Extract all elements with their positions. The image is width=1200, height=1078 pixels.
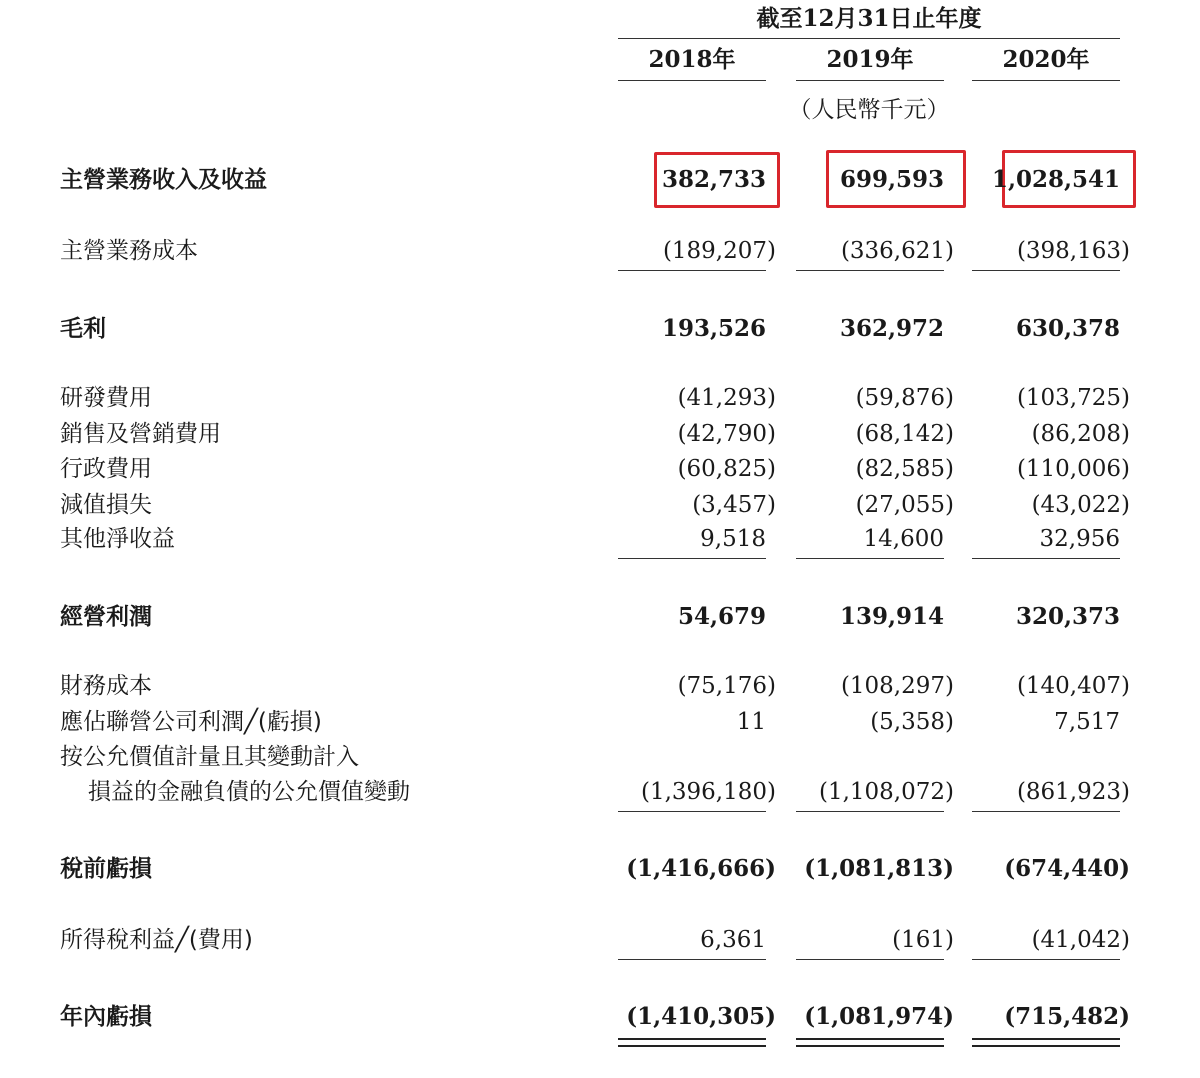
value-rnd-2019: (59,876): [855, 385, 954, 411]
row-label-rnd: 研發費用: [60, 385, 152, 411]
period-rule: [618, 38, 1120, 39]
row-label-admin: 行政費用: [60, 456, 152, 482]
row-label-gross-profit: 毛利: [60, 316, 106, 342]
row-label-cost-of-sales: 主營業務成本: [60, 238, 198, 264]
value-admin-2020: (110,006): [1016, 456, 1130, 482]
value-revenue-2019: 699,593: [839, 166, 944, 193]
value-finance-cost-2020: (140,407): [1016, 673, 1130, 699]
value-other-gains-2019: 14,600: [863, 526, 944, 552]
value-loss-for-year-2019: (1,081,974): [804, 1003, 954, 1030]
year-2018-header: 2018年: [648, 46, 736, 73]
row-label-revenue: 主營業務收入及收益: [60, 167, 267, 193]
value-associates-2018: 11: [736, 709, 766, 735]
row-label-selling: 銷售及營銷費用: [60, 421, 221, 447]
year-2018-rule: [618, 80, 766, 81]
total-double-rule: [796, 1038, 944, 1047]
row-label-fair-value-line2: 損益的金融負債的公允價值變動: [88, 779, 410, 805]
row-label-operating-profit: 經營利潤: [60, 604, 152, 630]
value-loss-for-year-2018: (1,410,305): [626, 1003, 776, 1030]
value-rnd-2018: (41,293): [677, 385, 776, 411]
subtotal-rule: [796, 270, 944, 271]
subtotal-rule: [618, 270, 766, 271]
subtotal-rule: [972, 270, 1120, 271]
value-gross-profit-2019: 362,972: [839, 315, 944, 342]
value-fair-value-2018: (1,396,180): [640, 779, 776, 805]
value-gross-profit-2018: 193,526: [661, 315, 766, 342]
row-label-fair-value-line1: 按公允價值計量且其變動計入: [60, 744, 359, 770]
subtotal-rule: [972, 811, 1120, 812]
value-associates-2019: (5,358): [870, 709, 954, 735]
value-income-tax-2020: (41,042): [1031, 927, 1130, 953]
currency-unit: （人民幣千元）: [788, 97, 950, 123]
value-selling-2019: (68,142): [855, 421, 954, 447]
subtotal-rule: [618, 558, 766, 559]
value-cost-2020: (398,163): [1016, 238, 1130, 264]
year-2019-rule: [796, 80, 944, 81]
value-admin-2019: (82,585): [855, 456, 954, 482]
value-other-gains-2018: 9,518: [700, 526, 766, 552]
value-fair-value-2019: (1,108,072): [818, 779, 954, 805]
year-2020-rule: [972, 80, 1120, 81]
total-double-rule: [618, 1038, 766, 1047]
value-admin-2018: (60,825): [677, 456, 776, 482]
value-cost-2018: (189,207): [662, 238, 776, 264]
subtotal-rule: [618, 959, 766, 960]
value-fair-value-2020: (861,923): [1016, 779, 1130, 805]
value-finance-cost-2018: (75,176): [677, 673, 776, 699]
row-label-share-of-associates: 應佔聯營公司利潤╱(虧損): [60, 709, 322, 735]
value-rnd-2020: (103,725): [1016, 385, 1130, 411]
year-2020-header: 2020年: [1002, 46, 1090, 73]
subtotal-rule: [972, 959, 1120, 960]
period-header: 截至12月31日止年度: [756, 5, 982, 32]
value-other-gains-2020: 32,956: [1039, 526, 1120, 552]
row-label-other-gains: 其他淨收益: [60, 526, 175, 552]
value-loss-for-year-2020: (715,482): [1004, 1003, 1130, 1030]
value-finance-cost-2019: (108,297): [840, 673, 954, 699]
value-associates-2020: 7,517: [1054, 709, 1120, 735]
subtotal-rule: [796, 811, 944, 812]
subtotal-rule: [796, 959, 944, 960]
value-selling-2020: (86,208): [1031, 421, 1130, 447]
total-double-rule: [972, 1038, 1120, 1047]
value-impairment-2020: (43,022): [1031, 492, 1130, 518]
value-loss-before-tax-2019: (1,081,813): [804, 855, 954, 882]
value-operating-profit-2018: 54,679: [677, 603, 766, 630]
subtotal-rule: [618, 811, 766, 812]
row-label-loss-before-tax: 稅前虧損: [60, 856, 152, 882]
value-selling-2018: (42,790): [677, 421, 776, 447]
row-label-finance-cost: 財務成本: [60, 673, 152, 699]
value-operating-profit-2019: 139,914: [839, 603, 944, 630]
value-loss-before-tax-2018: (1,416,666): [626, 855, 776, 882]
row-label-loss-for-year: 年內虧損: [60, 1004, 152, 1030]
value-gross-profit-2020: 630,378: [1015, 315, 1120, 342]
value-impairment-2019: (27,055): [855, 492, 954, 518]
value-loss-before-tax-2020: (674,440): [1004, 855, 1130, 882]
row-label-income-tax: 所得稅利益╱(費用): [60, 927, 253, 953]
value-impairment-2018: (3,457): [692, 492, 776, 518]
value-revenue-2020: 1,028,541: [991, 166, 1120, 193]
value-revenue-2018: 382,733: [661, 166, 766, 193]
subtotal-rule: [796, 558, 944, 559]
year-2019-header: 2019年: [826, 46, 914, 73]
row-label-impairment: 減值損失: [60, 492, 152, 518]
value-income-tax-2019: (161): [892, 927, 954, 953]
value-operating-profit-2020: 320,373: [1015, 603, 1120, 630]
value-cost-2019: (336,621): [840, 238, 954, 264]
value-income-tax-2018: 6,361: [700, 927, 766, 953]
subtotal-rule: [972, 558, 1120, 559]
